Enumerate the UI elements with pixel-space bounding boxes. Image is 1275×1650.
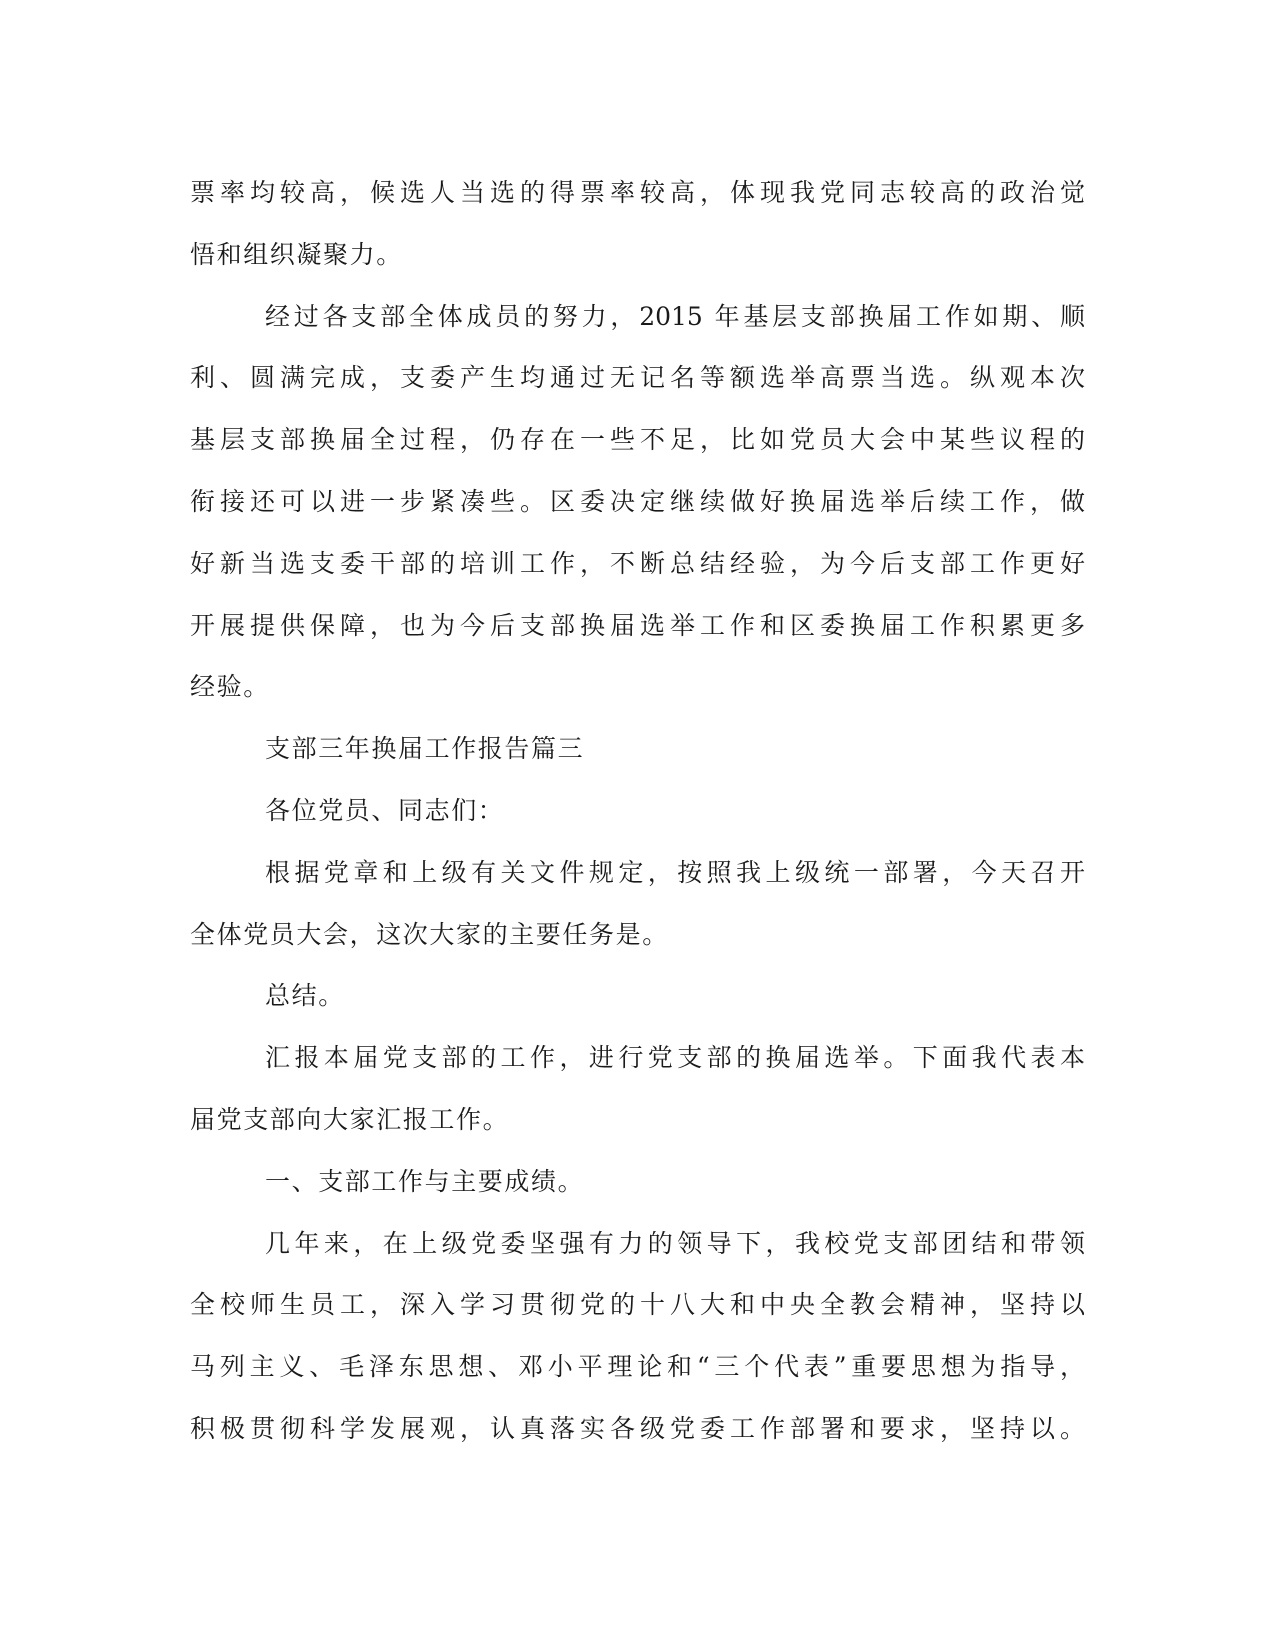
text-line: 几年来，在上级党委坚强有力的领导下，我校党支部团结和带领 xyxy=(265,1228,1085,1258)
text-line: 开展提供保障，也为今后支部换届选举工作和区委换届工作积累更多 xyxy=(190,610,1085,640)
text-line: 根据党章和上级有关文件规定，按照我上级统一部署，今天召开 xyxy=(265,857,1085,887)
text-line: 全体党员大会，这次大家的主要任务是。 xyxy=(190,919,669,949)
text-line: 悟和组织凝聚力。 xyxy=(190,239,403,269)
text-line: 马列主义、毛泽东思想、邓小平理论和“三个代表”重要思想为指导， xyxy=(190,1352,1085,1382)
text-line: 票率均较高，候选人当选的得票率较高，体现我党同志较高的政治觉 xyxy=(190,178,1085,207)
section-heading: 支部三年换届工作报告篇三 xyxy=(265,734,585,764)
document-body xyxy=(190,162,1085,1460)
salutation: 各位党员、同志们： xyxy=(265,795,505,825)
text-line: 经验。 xyxy=(190,672,270,702)
text-line: 届党支部向大家汇报工作。 xyxy=(190,1104,510,1134)
text-line: 汇报本届党支部的工作，进行党支部的换届选举。下面我代表本 xyxy=(265,1043,1085,1073)
text-line: 好新当选支委干部的培训工作，不断总结经验，为今后支部工作更好 xyxy=(190,548,1085,578)
text-line: 基层支部换届全过程，仍存在一些不足，比如党员大会中某些议程的 xyxy=(190,425,1085,455)
text-line: 积极贯彻科学发展观，认真落实各级党委工作部署和要求，坚持以。 xyxy=(190,1413,1085,1443)
text-line: 总结。 xyxy=(265,981,345,1011)
subsection-heading: 一、支部工作与主要成绩。 xyxy=(265,1166,585,1196)
text-line: 衔接还可以进一步紧凑些。区委决定继续做好换届选举后续工作，做 xyxy=(190,486,1085,516)
text-line: 利、圆满完成，支委产生均通过无记名等额选举高票当选。纵观本次 xyxy=(190,363,1085,393)
text-line: 经过各支部全体成员的努力，2015 年基层支部换届工作如期、顺 xyxy=(265,301,1085,331)
text-line: 全校师生员工，深入学习贯彻党的十八大和中央全教会精神，坚持以 xyxy=(190,1290,1085,1320)
